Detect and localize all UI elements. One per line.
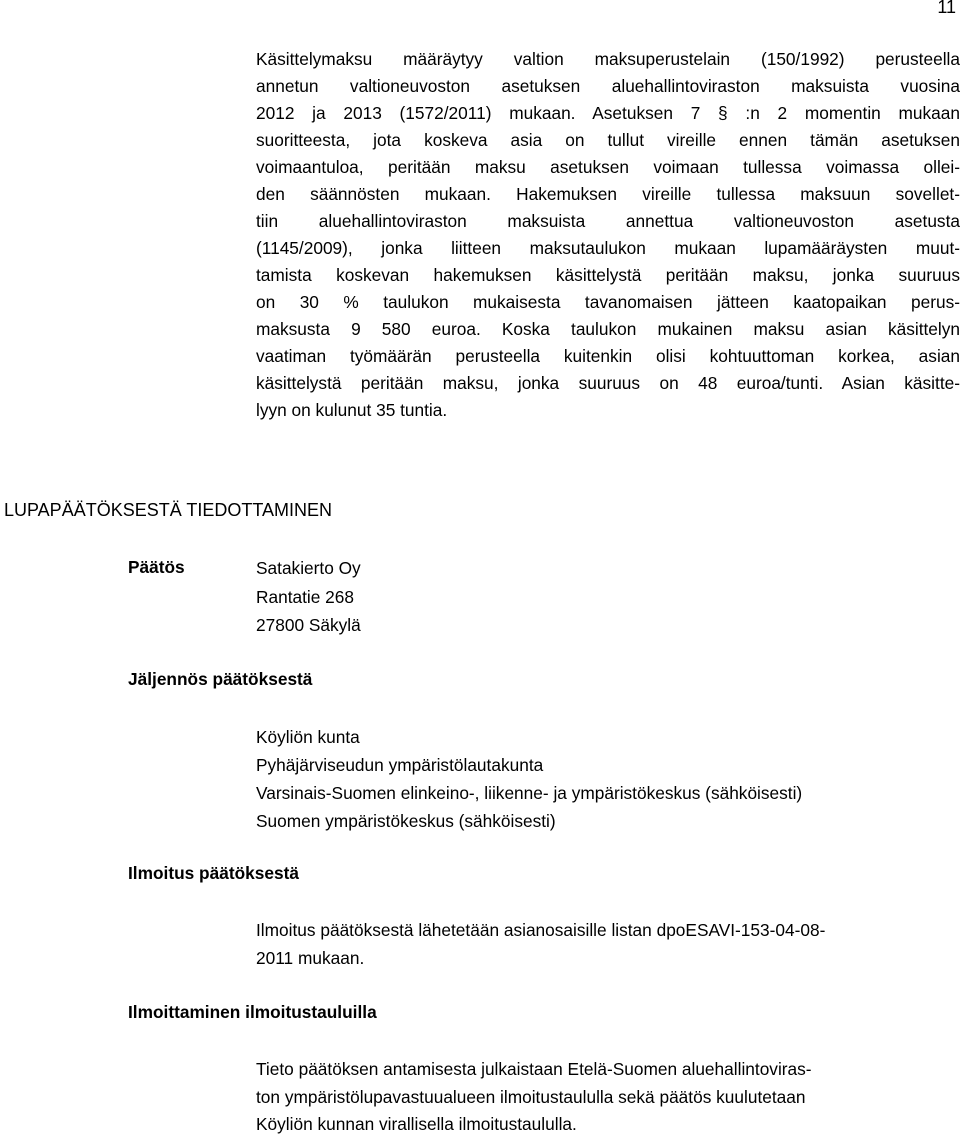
paragraph-line: tiin aluehallintoviraston maksuista annettua valtioneuvoston asetusta xyxy=(256,211,960,231)
recipient-line: Satakierto Oy xyxy=(256,558,361,578)
notice-board-line: Köyliön kunnan virallisella ilmoitustaululla. xyxy=(256,1114,577,1134)
copy-recipient-line: Varsinais-Suomen elinkeino-, liikenne- ja ympäristökeskus (sähköisesti) xyxy=(256,783,803,803)
copy-recipient-line: Suomen ympäristökeskus (sähköisesti) xyxy=(256,811,556,831)
paragraph-line: Käsittelymaksu määräytyy valtion maksuperustelain (150/1992) perusteella xyxy=(256,49,960,69)
paragraph-line: (1145/2009), jonka liitteen maksutaulukon mukaan lupamääräysten muut- xyxy=(256,238,960,258)
jaljennos-label: Jäljennös päätöksestä xyxy=(128,669,313,689)
notice-line: 2011 mukaan. xyxy=(256,948,365,968)
paragraph-line: annetun valtioneuvoston asetuksen aluehallintoviraston maksuista vuosina xyxy=(256,76,960,96)
paragraph-line: voimaantuloa, peritään maksu asetuksen voimaan tullessa voimassa ollei- xyxy=(256,157,960,177)
paragraph-line: on 30 % taulukon mukaisesta tavanomaisen jätteen kaatopaikan perus- xyxy=(256,292,960,312)
section-heading: LUPAPÄÄTÖKSESTÄ TIEDOTTAMINEN xyxy=(4,500,333,520)
ilmoittaminen-label: Ilmoittaminen ilmoitustauluilla xyxy=(128,1002,377,1022)
paragraph-line: suoritteesta, jota koskeva asia on tullut vireille ennen tämän asetuksen xyxy=(256,130,960,150)
recipient-line: Rantatie 268 xyxy=(256,587,355,607)
paragraph-line: tamista koskevan hakemuksen käsittelystä peritään maksu, jonka suuruus xyxy=(256,265,960,285)
notice-board-line: ton ympäristölupavastuualueen ilmoitustaululla sekä päätös kuulutetaan xyxy=(256,1087,806,1107)
paragraph-line: käsittelystä peritään maksu, jonka suuruus on 48 euroa/tunti. Asian käsitte- xyxy=(256,373,960,393)
notice-board-line: Tieto päätöksen antamisesta julkaistaan Etelä-Suomen aluehallintoviras- xyxy=(256,1059,812,1079)
copy-recipient-line: Köyliön kunta xyxy=(256,727,360,747)
paragraph-line: den säännösten mukaan. Hakemuksen vireille tullessa maksuun sovellet- xyxy=(256,184,960,204)
paragraph-line: 2012 ja 2013 (1572/2011) mukaan. Asetuksen 7 § :n 2 momentin mukaan xyxy=(256,103,960,123)
copy-recipient-line: Pyhäjärviseudun ympäristölautakunta xyxy=(256,755,544,775)
page-number: 11 xyxy=(937,0,956,17)
paatos-label: Päätös xyxy=(128,557,185,577)
recipient-line: 27800 Säkylä xyxy=(256,615,361,635)
paragraph-line: vaatiman työmäärän perusteella kuitenkin olisi kohtuuttoman korkea, asian xyxy=(256,346,960,366)
paragraph-line: maksusta 9 580 euroa. Koska taulukon mukainen maksu asian käsittelyn xyxy=(256,319,960,339)
paragraph-line: lyyn on kulunut 35 tuntia. xyxy=(256,400,448,420)
ilmoitus-label: Ilmoitus päätöksestä xyxy=(128,863,299,883)
notice-line: Ilmoitus päätöksestä lähetetään asianosaisille listan dpoESAVI-153-04-08- xyxy=(256,920,826,940)
